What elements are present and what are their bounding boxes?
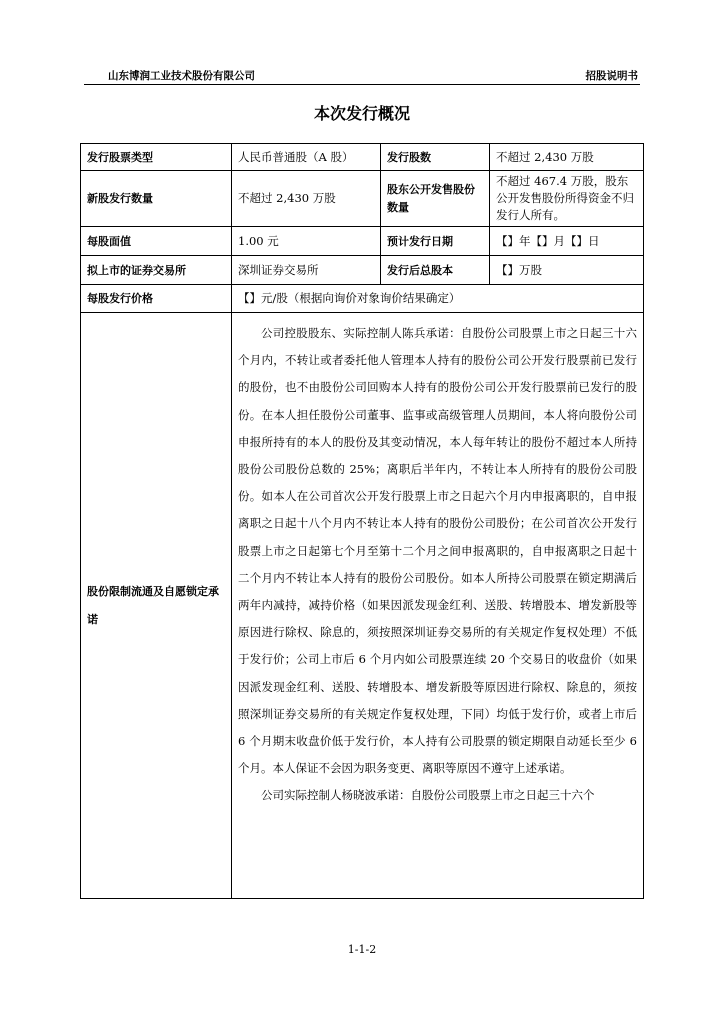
table-row <box>81 227 644 256</box>
table-value: 深圳证券交易所 <box>232 256 381 285</box>
table-row <box>81 144 644 171</box>
table-value: 不超过 2,430 万股 <box>490 144 644 171</box>
table-value: 【】万股 <box>490 256 644 285</box>
offering-overview-table <box>80 143 644 899</box>
table-row <box>81 285 644 313</box>
table-key: 股东公开发售股份数量 <box>381 171 490 227</box>
table-value: 1.00 元 <box>232 227 381 256</box>
table-row <box>81 256 644 285</box>
document-title: 招股说明书 <box>585 70 638 82</box>
table-row <box>81 171 644 227</box>
table-value: 不超过 467.4 万股，股东公开发售股份所得资金不归发行人所有。 <box>490 171 644 227</box>
table-key: 发行后总股本 <box>381 256 490 285</box>
table-key: 拟上市的证券交易所 <box>81 256 232 285</box>
table-value: 不超过 2,430 万股 <box>232 171 381 227</box>
table-key: 每股面值 <box>81 227 232 256</box>
table-key: 预计发行日期 <box>381 227 490 256</box>
table-key: 发行股票类型 <box>81 144 232 171</box>
commitment-paragraph: 公司实际控制人杨晓波承诺：自股份公司股票上市之日起三十六个 <box>261 788 595 803</box>
table-key: 新股发行数量 <box>81 171 232 227</box>
table-key: 每股发行价格 <box>81 285 232 313</box>
company-name: 山东博润工业技术股份有限公司 <box>108 70 255 82</box>
section-title: 本次发行概况 <box>313 104 410 123</box>
page-number: 1-1-2 <box>347 943 377 956</box>
lockup-commitment-text <box>232 313 644 899</box>
table-row <box>81 313 644 899</box>
table-key: 发行股数 <box>381 144 490 171</box>
table-value: 【】年【】月【】日 <box>490 227 644 256</box>
table-value: 【】元/股（根据向询价对象询价结果确定） <box>232 285 644 313</box>
table-key: 股份限制流通及自愿锁定承诺 <box>81 313 232 899</box>
commitment-paragraph: 公司控股股东、实际控制人陈兵承诺：自股份公司股票上市之日起三十六个月内，不转让或者委托他人管理本人持有的股份公司公开发行股票前已发行的股份，也不由股份公司回购本人持有的股份公司公开发行股票前已发行的股份。在本人担任股份公司董事、监事或高级管理人员期间，本人将向股份公司申报所持有的本人的股份及其变动情况，本人每年转让的股份不超过本人所持股份公司股份总数的 25%；离职后半年内，不转让本人所持有的股份公司股份。如本人在公司首次公开发行股票上市之日起六个月内申报离职的，自申报离职之日起十八个月内不转让本人持有的股份公司股份；在公司首次公开发行股票上市之日起第七个月至第十二个月之间申报离职的，自申报离职之日起十二个月内不转让本人持有的股份公司股份。如本人所持公司股票在锁定期满后两年内减持，减持价格（如果因派发现金红利、送股、转增股本、增发新股等原因进行除权、除息的，须按照深圳证券交易所的有关规定作复权处理）不低于发行价；公司上市后 6 个月内如公司股票连续 20 个交易日的收盘价（如果因派发现金红利、送股、转增股本、增发新股等原因进行除权、除息的，须按照深圳证券交易所的有关规定作复权处理，下同）均低于发行价，或者上市后 6 个月期末收盘价低于发行价，本人持有公司股票的锁定期限自动延长至少 6 个月。本人保证不会因为职务变更、离职等原因不遵守上述承诺。 <box>238 326 637 776</box>
page-header <box>84 66 640 85</box>
table-value: 人民币普通股（A 股） <box>232 144 381 171</box>
